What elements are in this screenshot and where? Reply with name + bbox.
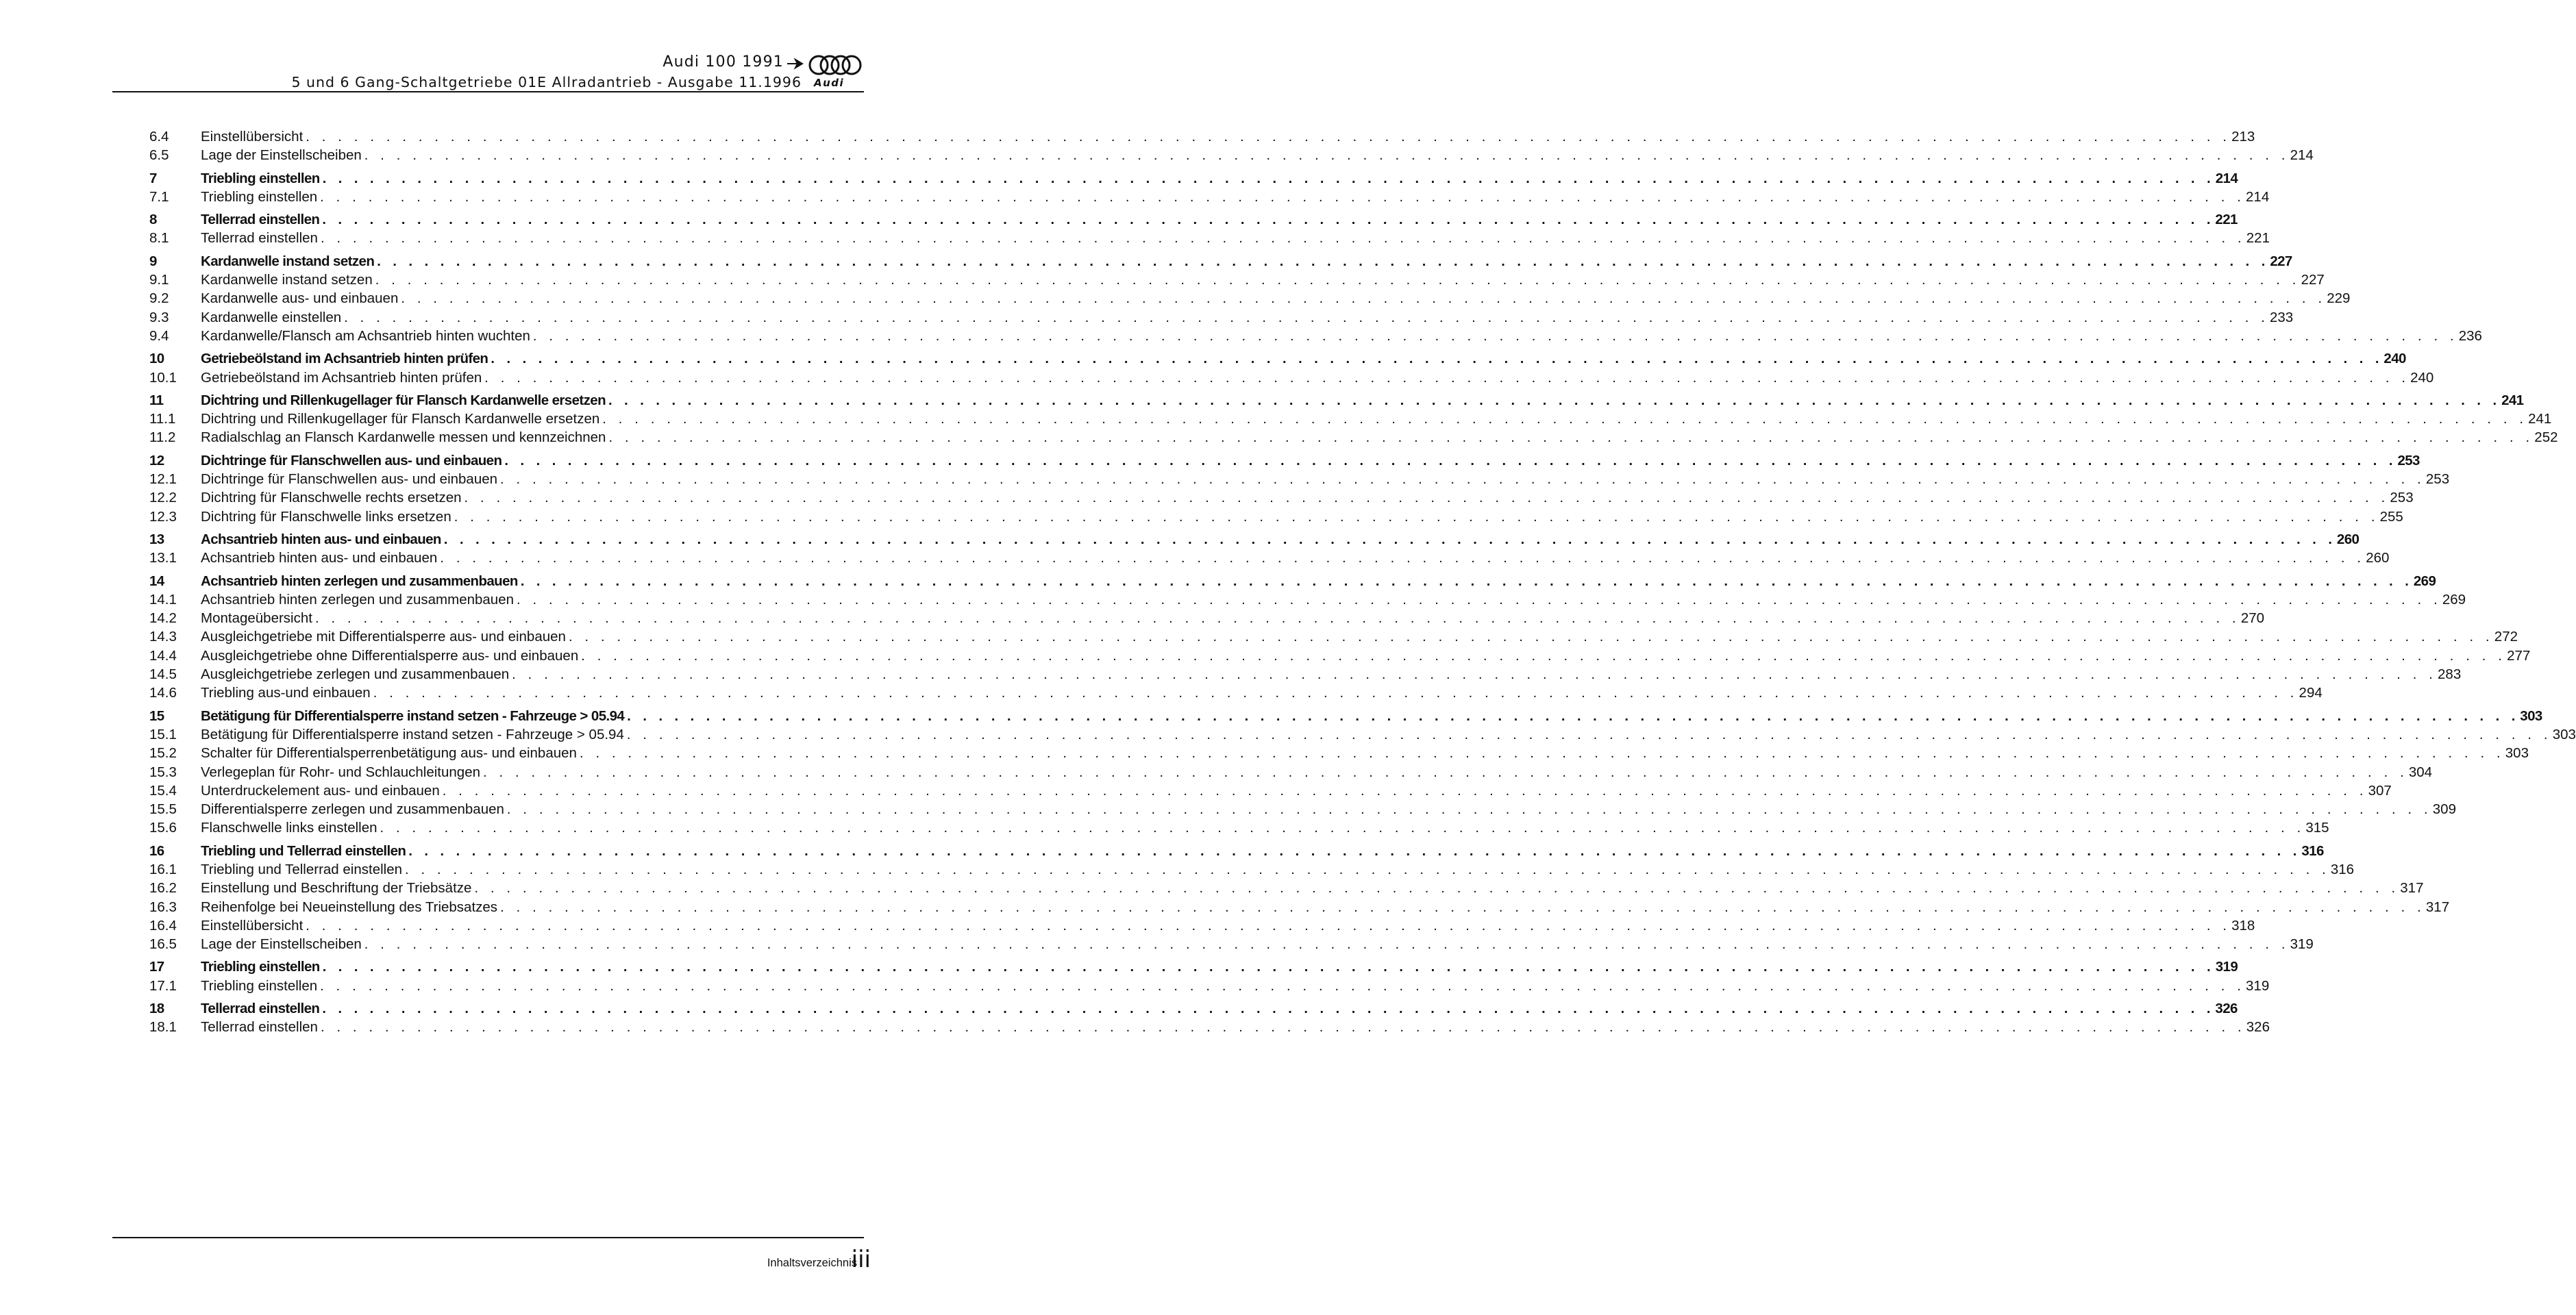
toc-entry-row — [201, 289, 2351, 308]
toc-entry-title: Tellerrad einstellen — [201, 1019, 318, 1036]
toc-entry-number: 12.3 — [149, 508, 177, 525]
toc-entry-title: Ausgleichgetriebe ohne Differentialsperre aus- und einbauen — [201, 647, 579, 664]
toc-entry-title: Betätigung für Differentialsperre instand setzen - Fahrzeuge > 05.94 — [201, 707, 625, 724]
arrow-right-icon — [787, 59, 804, 68]
toc-entry-row — [201, 763, 2433, 782]
toc-dot-leader: . . . . . . . . . . . . . . . . . . . . . . . . . . . . . . . . . . . . . . . . . . . . . . . . . . . . . . . . . . . . . . . . . . . . . . . . . . . . . . . . . . . . . . . . . . . . . . . . . . . . . . . . . . . . . . . . . . . . . . . . — [500, 899, 2425, 915]
toc-dot-leader: . . . . . . . . . . . . . . . . . . . . . . . . . . . . . . . . . . . . . . . . . . . . . . . . . . . . . . . . . . . . . . . . . . . . . . . . . . . . . . . . . . . . . . . . . . . . . . . . . . . . . . . . . . . . . . . . . . . . . . . . — [322, 960, 2215, 975]
toc-dot-leader: . . . . . . . . . . . . . . . . . . . . . . . . . . . . . . . . . . . . . . . . . . . . . . . . . . . . . . . . . . . . . . . . . . . . . . . . . . . . . . . . . . . . . . . . . . . . . . . . . . . . . . . . . . . . . . . . . . . . . . . . — [506, 802, 2432, 818]
toc-entry-page: 277 — [2507, 647, 2531, 664]
toc-entry-page: 319 — [2246, 977, 2270, 994]
toc-entry-number: 16.1 — [149, 861, 177, 877]
toc-entry[interactable] — [149, 127, 2255, 146]
toc-entry[interactable] — [149, 410, 2552, 428]
toc-entry-title: Kardanwelle instand setzen — [201, 272, 373, 288]
toc-entry-row — [201, 609, 2265, 628]
toc-entry[interactable] — [149, 707, 2542, 725]
toc-entry[interactable] — [149, 252, 2292, 271]
toc-entry-title: Triebling einstellen — [201, 959, 320, 975]
toc-entry-row — [201, 744, 2529, 763]
toc-entry[interactable] — [149, 665, 2462, 684]
toc-dot-leader: . . . . . . . . . . . . . . . . . . . . . . . . . . . . . . . . . . . . . . . . . . . . . . . . . . . . . . . . . . . . . . . . . . . . . . . . . . . . . . . . . . . . . . . . . . . . . . . . . . . . . . . . . . . . . . . . . . . . . . . . — [401, 291, 2327, 307]
toc-entry[interactable] — [149, 590, 2466, 609]
toc-entry[interactable] — [149, 977, 2270, 995]
toc-entry-title: Dichtring für Flanschwelle rechts ersetzen — [201, 490, 462, 506]
toc-entry-row — [201, 957, 2238, 977]
toc-entry-title: Radialschlag an Flansch Kardanwelle messen und kennzeichnen — [201, 429, 606, 446]
toc-entry-page: 241 — [2501, 392, 2524, 408]
toc-entry-row — [201, 627, 2518, 647]
toc-dot-leader: . . . . . . . . . . . . . . . . . . . . . . . . . . . . . . . . . . . . . . . . . . . . . . . . . . . . . . . . . . . . . . . . . . . . . . . . . . . . . . . . . . . . . . . . . . . . . . . . . . . . . . . . . . . . . . . . . . . . . . . . — [344, 310, 2269, 325]
toc-entry-title: Kardanwelle/Flansch am Achsantrieb hinten wuchten — [201, 327, 530, 344]
toc-entry[interactable] — [149, 898, 2450, 916]
toc-dot-leader: . . . . . . . . . . . . . . . . . . . . . . . . . . . . . . . . . . . . . . . . . . . . . . . . . . . . . . . . . . . . . . . . . . . . . . . . . . . . . . . . . . . . . . . . . . . . . . . . . . . . . . . . . . . . . . . . . . . . . . . . — [474, 881, 2400, 897]
toc-entry-number: 10.1 — [149, 369, 177, 386]
toc-entry-page: 283 — [2438, 666, 2462, 683]
toc-entry-row — [201, 391, 2524, 410]
toc-entry[interactable] — [149, 1018, 2270, 1036]
toc-dot-leader: . . . . . . . . . . . . . . . . . . . . . . . . . . . . . . . . . . . . . . . . . . . . . . . . . . . . . . . . . . . . . . . . . . . . . . . . . . . . . . . . . . . . . . . . . . . . . . . . . . . . . . . . . . . . . . . . . . . . . . . . — [405, 862, 2330, 877]
toc-entry-page: 253 — [2390, 490, 2414, 506]
toc-dot-leader: . . . . . . . . . . . . . . . . . . . . . . . . . . . . . . . . . . . . . . . . . . . . . . . . . . . . . . . . . . . . . . . . . . . . . . . . . . . . . . . . . . . . . . . . . . . . . . . . . . . . . . . . . . . . . . . . . . . . . . . . — [483, 764, 2408, 780]
toc-entry-title: Dichtring für Flanschwelle links ersetzen — [201, 508, 451, 525]
toc-entry-page: 269 — [2413, 573, 2436, 589]
toc-entry-number: 8 — [149, 212, 157, 228]
toc-entry[interactable] — [149, 488, 2414, 507]
toc-entry-title: Triebling und Tellerrad einstellen — [201, 842, 406, 859]
toc-entry[interactable] — [149, 999, 2238, 1018]
toc-entry-title: Triebling einstellen — [201, 977, 318, 994]
toc-entry-title: Dichtringe für Flanschwellen aus- und einbauen — [201, 471, 498, 488]
toc-entry-title: Verlegeplan für Rohr- und Schlauchleitungen — [201, 764, 480, 780]
toc-entry-title: Triebling aus-und einbauen — [201, 685, 371, 701]
footer-rule — [112, 1237, 864, 1238]
toc-dot-leader: . . . . . . . . . . . . . . . . . . . . . . . . . . . . . . . . . . . . . . . . . . . . . . . . . . . . . . . . . . . . . . . . . . . . . . . . . . . . . . . . . . . . . . . . . . . . . . . . . . . . . . . . . . . . . . . . . . . . . . . . — [581, 648, 2507, 664]
toc-entry-row — [201, 308, 2294, 327]
toc-entry-title: Montageübersicht — [201, 610, 312, 627]
toc-entry-title: Getriebeölstand im Achsantrieb hinten prüfen — [201, 351, 488, 367]
toc-entry-row — [201, 470, 2450, 489]
toc-entry-title: Tellerrad einstellen — [201, 230, 318, 247]
toc-entry-page: 269 — [2442, 591, 2466, 608]
toc-dot-leader: . . . . . . . . . . . . . . . . . . . . . . . . . . . . . . . . . . . . . . . . . . . . . . . . . . . . . . . . . . . . . . . . . . . . . . . . . . . . . . . . . . . . . . . . . . . . . . . . . . . . . . . . . . . . . . . . . . . . . . . . — [320, 189, 2246, 205]
toc-entry-title: Achsantrieb hinten aus- und einbauen — [201, 550, 438, 566]
toc-dot-leader: . . . . . . . . . . . . . . . . . . . . . . . . . . . . . . . . . . . . . . . . . . . . . . . . . . . . . . . . . . . . . . . . . . . . . . . . . . . . . . . . . . . . . . . . . . . . . . . . . . . . . . . . . . . . . . . . . . . . . . . . — [512, 667, 2438, 683]
toc-entry-row — [201, 818, 2329, 838]
toc-entry-number: 11.1 — [149, 411, 176, 427]
toc-entry-title: Getriebeölstand im Achsantrieb hinten prüfen — [201, 369, 482, 386]
toc-dot-leader: . . . . . . . . . . . . . . . . . . . . . . . . . . . . . . . . . . . . . . . . . . . . . . . . . . . . . . . . . . . . . . . . . . . . . . . . . . . . . . . . . . . . . . . . . . . . . . . . . . . . . . . . . . . . . . . . . . . . . . . . — [408, 843, 2301, 859]
toc-entry-page: 240 — [2383, 351, 2406, 367]
toc-entry-number: 9.2 — [149, 290, 169, 307]
toc-dot-leader: . . . . . . . . . . . . . . . . . . . . . . . . . . . . . . . . . . . . . . . . . . . . . . . . . . . . . . . . . . . . . . . . . . . . . . . . . . . . . . . . . . . . . . . . . . . . . . . . . . . . . . . . . . . . . . . . . . . . . . . . — [373, 686, 2299, 701]
toc-entry-row — [201, 999, 2238, 1018]
toc-entry-row — [201, 935, 2314, 954]
toc-entry-row — [201, 127, 2255, 147]
toc-entry-title: Dichtring und Rillenkugellager für Flansch Kardanwelle ersetzen — [201, 392, 606, 408]
toc-entry[interactable] — [149, 308, 2294, 327]
toc-dot-leader: . . . . . . . . . . . . . . . . . . . . . . . . . . . . . . . . . . . . . . . . . . . . . . . . . . . . . . . . . . . . . . . . . . . . . . . . . . . . . . . . . . . . . . . . . . . . . . . . . . . . . . . . . . . . . . . . . . . . . . . . — [440, 551, 2366, 566]
toc-entry-number: 9.4 — [149, 327, 169, 344]
toc-entry-page: 270 — [2240, 610, 2265, 627]
toc-dot-leader: . . . . . . . . . . . . . . . . . . . . . . . . . . . . . . . . . . . . . . . . . . . . . . . . . . . . . . . . . . . . . . . . . . . . . . . . . . . . . . . . . . . . . . . . . . . . . . . . . . . . . . . . . . . . . . . . . . . . . . . . — [608, 392, 2501, 408]
toc-dot-leader: . . . . . . . . . . . . . . . . . . . . . . . . . . . . . . . . . . . . . . . . . . . . . . . . . . . . . . . . . . . . . . . . . . . . . . . . . . . . . . . . . . . . . . . . . . . . . . . . . . . . . . . . . . . . . . . . . . . . . . . . — [314, 611, 2240, 627]
toc-entry-number: 6.5 — [149, 147, 169, 164]
toc-entry-number: 15.6 — [149, 820, 177, 836]
toc-entry-title: Lage der Einstellscheiben — [201, 147, 362, 164]
toc-dot-leader: . . . . . . . . . . . . . . . . . . . . . . . . . . . . . . . . . . . . . . . . . . . . . . . . . . . . . . . . . . . . . . . . . . . . . . . . . . . . . . . . . . . . . . . . . . . . . . . . . . . . . . . . . . . . . . . . . . . . . . . . — [322, 171, 2215, 186]
toc-entry-title: Kardanwelle instand setzen — [201, 253, 375, 269]
toc-entry-number: 15.2 — [149, 745, 177, 762]
footer-label: Inhaltsverzeichnis — [767, 1257, 857, 1269]
toc-entry-title: Lage der Einstellscheiben — [201, 936, 362, 953]
toc-dot-leader: . . . . . . . . . . . . . . . . . . . . . . . . . . . . . . . . . . . . . . . . . . . . . . . . . . . . . . . . . . . . . . . . . . . . . . . . . . . . . . . . . . . . . . . . . . . . . . . . . . . . . . . . . . . . . . . . . . . . . . . . — [364, 937, 2290, 953]
toc-entry-title: Triebling einstellen — [201, 170, 320, 186]
toc-entry-title: Flanschwelle links einstellen — [201, 820, 377, 836]
toc-entry-number: 14.5 — [149, 666, 177, 683]
toc-entry[interactable] — [149, 210, 2238, 229]
toc-dot-leader: . . . . . . . . . . . . . . . . . . . . . . . . . . . . . . . . . . . . . . . . . . . . . . . . . . . . . . . . . . . . . . . . . . . . . . . . . . . . . . . . . . . . . . . . . . . . . . . . . . . . . . . . . . . . . . . . . . . . . . . . — [443, 531, 2336, 547]
toc-entry-number: 12 — [149, 452, 164, 468]
toc-dot-leader: . . . . . . . . . . . . . . . . . . . . . . . . . . . . . . . . . . . . . . . . . . . . . . . . . . . . . . . . . . . . . . . . . . . . . . . . . . . . . . . . . . . . . . . . . . . . . . . . . . . . . . . . . . . . . . . . . . . . . . . . — [380, 821, 2305, 836]
toc-entry-row — [201, 451, 2420, 471]
toc-entry-title: Differentialsperre zerlegen und zusammenbauen — [201, 801, 504, 818]
toc-entry-row — [201, 879, 2424, 898]
toc-entry-page: 260 — [2336, 531, 2360, 547]
toc-entry-page: 303 — [2552, 726, 2576, 742]
toc-entry-number: 8.1 — [149, 230, 169, 247]
toc-dot-leader: . . . . . . . . . . . . . . . . . . . . . . . . . . . . . . . . . . . . . . . . . . . . . . . . . . . . . . . . . . . . . . . . . . . . . . . . . . . . . . . . . . . . . . . . . . . . . . . . . . . . . . . . . . . . . . . . . . . . . . . . — [608, 430, 2534, 446]
toc-entry-number: 11.2 — [149, 429, 176, 446]
toc-entry-row — [201, 842, 2324, 861]
toc-dot-leader: . . . . . . . . . . . . . . . . . . . . . . . . . . . . . . . . . . . . . . . . . . . . . . . . . . . . . . . . . . . . . . . . . . . . . . . . . . . . . . . . . . . . . . . . . . . . . . . . . . . . . . . . . . . . . . . . . . . . . . . . — [500, 472, 2425, 488]
toc-entry[interactable] — [149, 935, 2314, 953]
toc-dot-leader: . . . . . . . . . . . . . . . . . . . . . . . . . . . . . . . . . . . . . . . . . . . . . . . . . . . . . . . . . . . . . . . . . . . . . . . . . . . . . . . . . . . . . . . . . . . . . . . . . . . . . . . . . . . . . . . . . . . . . . . . — [306, 918, 2231, 934]
toc-entry-page: 294 — [2299, 685, 2323, 701]
toc-dot-leader: . . . . . . . . . . . . . . . . . . . . . . . . . . . . . . . . . . . . . . . . . . . . . . . . . . . . . . . . . . . . . . . . . . . . . . . . . . . . . . . . . . . . . . . . . . . . . . . . . . . . . . . . . . . . . . . . . . . . . . . . — [579, 746, 2505, 762]
toc-entry[interactable] — [149, 879, 2424, 897]
header-rule — [112, 91, 864, 92]
toc-entry-title: Kardanwelle aus- und einbauen — [201, 290, 399, 307]
toc-entry-row — [201, 1018, 2270, 1037]
toc-entry-title: Ausgleichgetriebe zerlegen und zusammenbauen — [201, 666, 510, 683]
toc-entry[interactable] — [149, 684, 2323, 702]
toc-entry-row — [201, 725, 2576, 744]
toc-entry[interactable] — [149, 508, 2403, 526]
toc-entry[interactable] — [149, 349, 2406, 368]
toc-dot-leader: . . . . . . . . . . . . . . . . . . . . . . . . . . . . . . . . . . . . . . . . . . . . . . . . . . . . . . . . . . . . . . . . . . . . . . . . . . . . . . . . . . . . . . . . . . . . . . . . . . . . . . . . . . . . . . . . . . . . . . . . — [454, 509, 2379, 525]
toc-entry-page: 213 — [2231, 129, 2255, 145]
toc-entry-number: 16 — [149, 842, 164, 859]
toc-entry-page: 317 — [2400, 880, 2424, 897]
toc-dot-leader: . . . . . . . . . . . . . . . . . . . . . . . . . . . . . . . . . . . . . . . . . . . . . . . . . . . . . . . . . . . . . . . . . . . . . . . . . . . . . . . . . . . . . . . . . . . . . . . . . . . . . . . . . . . . . . . . . . . . . . . . — [491, 351, 2383, 367]
toc-entry-row — [201, 916, 2255, 936]
toc-entry-page: 326 — [2246, 1019, 2270, 1036]
toc-entry[interactable] — [149, 842, 2324, 860]
toc-dot-leader: . . . . . . . . . . . . . . . . . . . . . . . . . . . . . . . . . . . . . . . . . . . . . . . . . . . . . . . . . . . . . . . . . . . . . . . . . . . . . . . . . . . . . . . . . . . . . . . . . . . . . . . . . . . . . . . . . . . . . . . . — [520, 573, 2413, 589]
toc-entry-number: 14 — [149, 573, 164, 589]
toc-entry-number: 15.4 — [149, 782, 177, 799]
toc-entry-row — [201, 169, 2238, 188]
toc-entry-row — [201, 781, 2392, 801]
toc-dot-leader: . . . . . . . . . . . . . . . . . . . . . . . . . . . . . . . . . . . . . . . . . . . . . . . . . . . . . . . . . . . . . . . . . . . . . . . . . . . . . . . . . . . . . . . . . . . . . . . . . . . . . . . . . . . . . . . . . . . . . . . . — [375, 273, 2301, 288]
table-of-contents — [149, 127, 2576, 1037]
toc-entry-row — [201, 508, 2403, 527]
toc-entry-title: Unterdruckelement aus- und einbauen — [201, 782, 440, 799]
toc-entry-page: 252 — [2534, 429, 2558, 446]
toc-entry-title: Triebling und Tellerrad einstellen — [201, 861, 403, 877]
toc-entry[interactable] — [149, 229, 2270, 247]
toc-entry-row — [201, 188, 2270, 207]
toc-entry-title: Dichtring und Rillenkugellager für Flansch Kardanwelle ersetzen — [201, 411, 600, 427]
toc-entry-number: 7 — [149, 170, 157, 186]
toc-entry-title: Achsantrieb hinten aus- und einbauen — [201, 531, 441, 547]
toc-entry[interactable] — [149, 451, 2420, 470]
toc-entry-page: 319 — [2215, 959, 2238, 975]
toc-entry-page: 317 — [2425, 899, 2450, 915]
toc-entry-number: 11 — [149, 392, 164, 408]
toc-entry-page: 221 — [2215, 212, 2238, 228]
toc-entry-row — [201, 860, 2355, 879]
toc-entry-number: 17 — [149, 959, 164, 975]
toc-entry[interactable] — [149, 271, 2325, 289]
toc-entry-row — [201, 665, 2462, 684]
toc-entry-title: Triebling einstellen — [201, 188, 318, 205]
toc-entry-page: 316 — [2330, 861, 2355, 877]
toc-entry[interactable] — [149, 957, 2238, 976]
toc-entry-number: 12.2 — [149, 490, 177, 506]
toc-entry-page: 241 — [2528, 411, 2552, 427]
toc-entry-page: 304 — [2408, 764, 2433, 780]
toc-entry-row — [201, 647, 2531, 666]
toc-entry-number: 15.1 — [149, 726, 177, 742]
toc-entry-row — [201, 271, 2325, 290]
toc-entry-row — [201, 349, 2406, 368]
toc-entry[interactable] — [149, 146, 2314, 164]
toc-entry-number: 16.5 — [149, 936, 177, 953]
toc-entry[interactable] — [149, 391, 2524, 410]
toc-entry-number: 9.1 — [149, 272, 169, 288]
toc-entry-page: 229 — [2327, 290, 2351, 307]
toc-dot-leader: . . . . . . . . . . . . . . . . . . . . . . . . . . . . . . . . . . . . . . . . . . . . . . . . . . . . . . . . . . . . . . . . . . . . . . . . . . . . . . . . . . . . . . . . . . . . . . . . . . . . . . . . . . . . . . . . . . . . . . . . — [320, 978, 2246, 994]
toc-entry-number: 15.3 — [149, 764, 177, 780]
toc-entry-page: 236 — [2458, 327, 2482, 344]
toc-entry-page: 272 — [2494, 629, 2518, 645]
toc-dot-leader: . . . . . . . . . . . . . . . . . . . . . . . . . . . . . . . . . . . . . . . . . . . . . . . . . . . . . . . . . . . . . . . . . . . . . . . . . . . . . . . . . . . . . . . . . . . . . . . . . . . . . . . . . . . . . . . . . . . . . . . . — [322, 1001, 2215, 1017]
toc-entry-number: 14.2 — [149, 610, 177, 627]
footer-page-number: iii — [851, 1246, 871, 1273]
toc-entry-row — [201, 252, 2292, 271]
toc-entry-page: 319 — [2290, 936, 2314, 953]
toc-entry-number: 14.6 — [149, 685, 177, 701]
toc-dot-leader: . . . . . . . . . . . . . . . . . . . . . . . . . . . . . . . . . . . . . . . . . . . . . . . . . . . . . . . . . . . . . . . . . . . . . . . . . . . . . . . . . . . . . . . . . . . . . . . . . . . . . . . . . . . . . . . . . . . . . . . . — [532, 328, 2458, 344]
toc-entry-title: Kardanwelle einstellen — [201, 309, 342, 325]
toc-entry-page: 303 — [2520, 707, 2542, 724]
toc-entry-page: 307 — [2368, 782, 2392, 799]
toc-entry-row — [201, 572, 2436, 591]
toc-entry-row — [201, 977, 2270, 996]
toc-entry-number: 15.5 — [149, 801, 177, 818]
toc-dot-leader: . . . . . . . . . . . . . . . . . . . . . . . . . . . . . . . . . . . . . . . . . . . . . . . . . . . . . . . . . . . . . . . . . . . . . . . . . . . . . . . . . . . . . . . . . . . . . . . . . . . . . . . . . . . . . . . . . . . . . . . . — [322, 212, 2215, 228]
toc-entry-title: Achsantrieb hinten zerlegen und zusammenbauen — [201, 591, 514, 608]
toc-dot-leader: . . . . . . . . . . . . . . . . . . . . . . . . . . . . . . . . . . . . . . . . . . . . . . . . . . . . . . . . . . . . . . . . . . . . . . . . . . . . . . . . . . . . . . . . . . . . . . . . . . . . . . . . . . . . . . . . . . . . . . . . — [626, 727, 2552, 742]
toc-entry-row — [201, 549, 2390, 568]
toc-entry-page: 214 — [2246, 188, 2270, 205]
toc-entry[interactable] — [149, 781, 2392, 800]
toc-entry[interactable] — [149, 530, 2360, 549]
header-subtitle: 5 und 6 Gang-Schaltgetriebe 01E Allradantrieb - Ausgabe 11.1996 — [291, 74, 802, 90]
toc-entry-page: 227 — [2270, 253, 2292, 269]
toc-entry-page: 326 — [2215, 1001, 2238, 1017]
toc-entry-row — [201, 488, 2414, 508]
toc-dot-leader: . . . . . . . . . . . . . . . . . . . . . . . . . . . . . . . . . . . . . . . . . . . . . . . . . . . . . . . . . . . . . . . . . . . . . . . . . . . . . . . . . . . . . . . . . . . . . . . . . . . . . . . . . . . . . . . . . . . . . . . . — [627, 708, 2520, 724]
toc-entry[interactable] — [149, 289, 2351, 308]
toc-dot-leader: . . . . . . . . . . . . . . . . . . . . . . . . . . . . . . . . . . . . . . . . . . . . . . . . . . . . . . . . . . . . . . . . . . . . . . . . . . . . . . . . . . . . . . . . . . . . . . . . . . . . . . . . . . . . . . . . . . . . . . . . — [320, 1020, 2246, 1036]
toc-entry-row — [201, 229, 2270, 248]
toc-entry-number: 10 — [149, 351, 164, 367]
toc-entry-number: 16.4 — [149, 917, 177, 934]
toc-entry-title: Reihenfolge bei Neueinstellung des Triebsatzes — [201, 899, 498, 915]
toc-entry-page: 240 — [2410, 369, 2434, 386]
toc-entry-number: 17.1 — [149, 977, 177, 994]
toc-entry-number: 16.2 — [149, 880, 177, 897]
toc-entry-page: 309 — [2432, 801, 2456, 818]
toc-entry-page: 214 — [2290, 147, 2314, 164]
toc-entry-number: 16.3 — [149, 899, 177, 915]
toc-entry-number: 18 — [149, 1001, 164, 1017]
toc-entry-number: 9 — [149, 253, 157, 269]
toc-dot-leader: . . . . . . . . . . . . . . . . . . . . . . . . . . . . . . . . . . . . . . . . . . . . . . . . . . . . . . . . . . . . . . . . . . . . . . . . . . . . . . . . . . . . . . . . . . . . . . . . . . . . . . . . . . . . . . . . . . . . . . . . — [442, 783, 2368, 799]
toc-entry-number: 7.1 — [149, 188, 169, 205]
toc-entry[interactable] — [149, 609, 2265, 627]
toc-entry[interactable] — [149, 860, 2355, 879]
toc-dot-leader: . . . . . . . . . . . . . . . . . . . . . . . . . . . . . . . . . . . . . . . . . . . . . . . . . . . . . . . . . . . . . . . . . . . . . . . . . . . . . . . . . . . . . . . . . . . . . . . . . . . . . . . . . . . . . . . . . . . . . . . . — [602, 412, 2528, 427]
toc-entry-number: 18.1 — [149, 1019, 177, 1036]
toc-entry-page: 318 — [2231, 917, 2255, 934]
toc-entry[interactable] — [149, 627, 2518, 646]
toc-entry-row — [201, 368, 2434, 388]
toc-dot-leader: . . . . . . . . . . . . . . . . . . . . . . . . . . . . . . . . . . . . . . . . . . . . . . . . . . . . . . . . . . . . . . . . . . . . . . . . . . . . . . . . . . . . . . . . . . . . . . . . . . . . . . . . . . . . . . . . . . . . . . . . — [568, 629, 2494, 645]
toc-entry-page: 316 — [2301, 842, 2324, 859]
toc-entry-number: 14.3 — [149, 629, 177, 645]
toc-entry-row — [201, 707, 2542, 726]
toc-entry[interactable] — [149, 744, 2529, 762]
toc-entry-page: 303 — [2505, 745, 2529, 762]
toc-entry-page: 255 — [2379, 508, 2403, 525]
toc-entry-number: 6.4 — [149, 129, 169, 145]
toc-entry-title: Tellerrad einstellen — [201, 212, 320, 228]
toc-entry-title: Ausgleichgetriebe mit Differentialsperre aus- und einbauen — [201, 629, 566, 645]
toc-entry-title: Schalter für Differentialsperrenbetätigung aus- und einbauen — [201, 745, 577, 762]
toc-entry-number: 13 — [149, 531, 164, 547]
toc-entry-row — [201, 210, 2238, 229]
toc-entry[interactable] — [149, 428, 2558, 447]
page-header — [0, 0, 930, 96]
toc-entry-page: 214 — [2215, 170, 2238, 186]
toc-entry[interactable] — [149, 368, 2434, 387]
toc-entry[interactable] — [149, 549, 2390, 567]
header-model: Audi 100 1991 — [662, 53, 784, 71]
toc-entry-title: Einstellübersicht — [201, 917, 304, 934]
toc-entry-page: 260 — [2366, 550, 2390, 566]
toc-entry-row — [201, 590, 2466, 610]
toc-entry[interactable] — [149, 763, 2433, 781]
toc-entry-page: 221 — [2246, 230, 2270, 247]
toc-entry-title: Betätigung für Differentialsperre instand setzen - Fahrzeuge > 05.94 — [201, 726, 624, 742]
toc-entry-page: 233 — [2269, 309, 2294, 325]
toc-entry[interactable] — [149, 818, 2329, 837]
toc-entry-number: 13.1 — [149, 550, 177, 566]
toc-entry-number: 9.3 — [149, 309, 169, 325]
toc-dot-leader: . . . . . . . . . . . . . . . . . . . . . . . . . . . . . . . . . . . . . . . . . . . . . . . . . . . . . . . . . . . . . . . . . . . . . . . . . . . . . . . . . . . . . . . . . . . . . . . . . . . . . . . . . . . . . . . . . . . . . . . . — [320, 231, 2246, 247]
toc-entry-row — [201, 898, 2450, 917]
toc-entry[interactable] — [149, 188, 2270, 206]
toc-entry-page: 253 — [2397, 452, 2420, 468]
toc-dot-leader: . . . . . . . . . . . . . . . . . . . . . . . . . . . . . . . . . . . . . . . . . . . . . . . . . . . . . . . . . . . . . . . . . . . . . . . . . . . . . . . . . . . . . . . . . . . . . . . . . . . . . . . . . . . . . . . . . . . . . . . . — [464, 490, 2390, 506]
toc-entry-page: 227 — [2301, 272, 2325, 288]
toc-dot-leader: . . . . . . . . . . . . . . . . . . . . . . . . . . . . . . . . . . . . . . . . . . . . . . . . . . . . . . . . . . . . . . . . . . . . . . . . . . . . . . . . . . . . . . . . . . . . . . . . . . . . . . . . . . . . . . . . . . . . . . . . — [504, 453, 2397, 468]
toc-entry[interactable] — [149, 327, 2482, 345]
toc-entry-row — [201, 327, 2482, 346]
audi-logo-text: Audi — [814, 77, 845, 89]
toc-entry-page: 315 — [2305, 820, 2329, 836]
toc-entry-title: Einstellung und Beschriftung der Triebsätze — [201, 880, 472, 897]
toc-entry-row — [201, 410, 2552, 429]
toc-entry-title: Dichtringe für Flanschwellen aus- und einbauen — [201, 452, 502, 468]
toc-entry-title: Einstellübersicht — [201, 129, 304, 145]
toc-entry-number: 12.1 — [149, 471, 177, 488]
toc-entry-row — [201, 684, 2323, 703]
toc-entry[interactable] — [149, 572, 2436, 590]
toc-entry[interactable] — [149, 169, 2238, 188]
toc-entry-title: Tellerrad einstellen — [201, 1001, 320, 1017]
toc-dot-leader: . . . . . . . . . . . . . . . . . . . . . . . . . . . . . . . . . . . . . . . . . . . . . . . . . . . . . . . . . . . . . . . . . . . . . . . . . . . . . . . . . . . . . . . . . . . . . . . . . . . . . . . . . . . . . . . . . . . . . . . . — [377, 253, 2270, 269]
toc-entry[interactable] — [149, 647, 2531, 665]
toc-entry[interactable] — [149, 916, 2255, 935]
toc-entry-title: Achsantrieb hinten zerlegen und zusammenbauen — [201, 573, 518, 589]
toc-dot-leader: . . . . . . . . . . . . . . . . . . . . . . . . . . . . . . . . . . . . . . . . . . . . . . . . . . . . . . . . . . . . . . . . . . . . . . . . . . . . . . . . . . . . . . . . . . . . . . . . . . . . . . . . . . . . . . . . . . . . . . . . — [306, 129, 2231, 145]
toc-entry-row — [201, 530, 2360, 549]
toc-dot-leader: . . . . . . . . . . . . . . . . . . . . . . . . . . . . . . . . . . . . . . . . . . . . . . . . . . . . . . . . . . . . . . . . . . . . . . . . . . . . . . . . . . . . . . . . . . . . . . . . . . . . . . . . . . . . . . . . . . . . . . . . — [517, 592, 2442, 608]
toc-entry-number: 15 — [149, 707, 164, 724]
toc-dot-leader: . . . . . . . . . . . . . . . . . . . . . . . . . . . . . . . . . . . . . . . . . . . . . . . . . . . . . . . . . . . . . . . . . . . . . . . . . . . . . . . . . . . . . . . . . . . . . . . . . . . . . . . . . . . . . . . . . . . . . . . . — [484, 370, 2410, 386]
toc-entry-row — [201, 800, 2456, 819]
toc-entry-page: 253 — [2425, 471, 2450, 488]
toc-entry[interactable] — [149, 800, 2456, 818]
toc-entry-row — [201, 428, 2558, 447]
toc-entry-number: 14.4 — [149, 647, 177, 664]
toc-entry-row — [201, 146, 2314, 165]
toc-entry-number: 14.1 — [149, 591, 177, 608]
toc-dot-leader: . . . . . . . . . . . . . . . . . . . . . . . . . . . . . . . . . . . . . . . . . . . . . . . . . . . . . . . . . . . . . . . . . . . . . . . . . . . . . . . . . . . . . . . . . . . . . . . . . . . . . . . . . . . . . . . . . . . . . . . . — [364, 148, 2290, 164]
toc-entry[interactable] — [149, 725, 2576, 744]
toc-entry[interactable] — [149, 470, 2450, 488]
